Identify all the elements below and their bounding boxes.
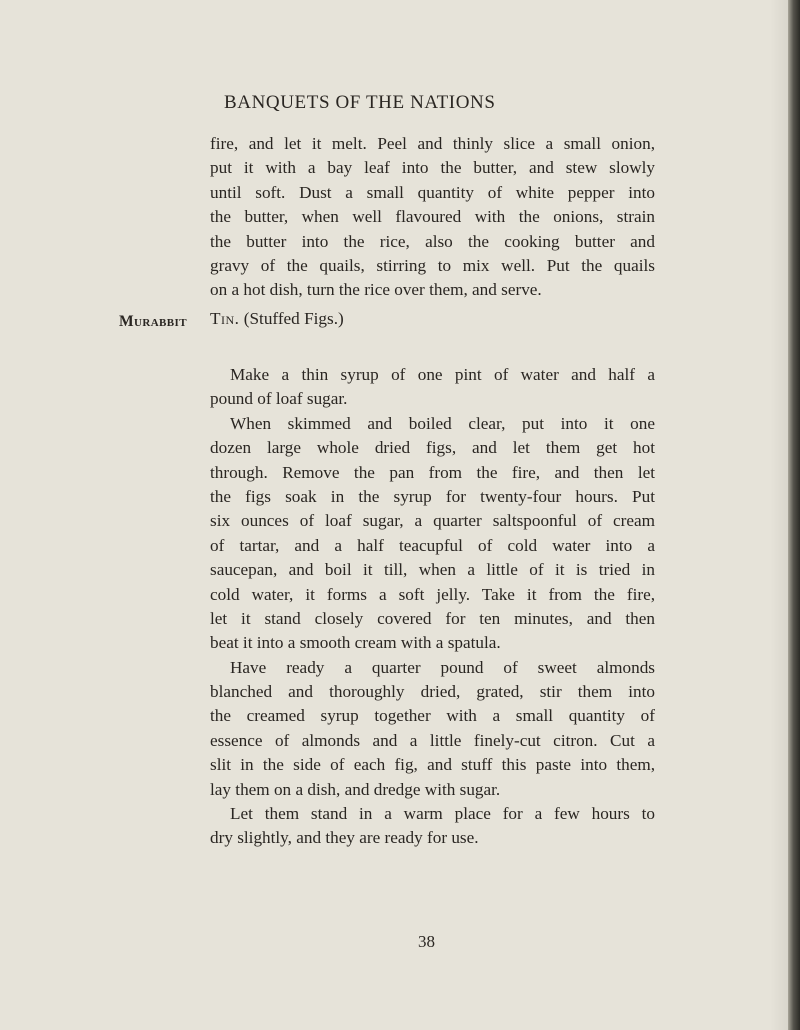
text-line: fire, and let it melt. Peel and thinly slice a small onion, (210, 134, 655, 153)
text-line: blanched and thoroughly dried, grated, stir them into (210, 682, 655, 702)
text-line: cold water, it forms a soft jelly. Take it from the fire, (210, 584, 655, 604)
recipe-subtitle: (Stuffed Figs.) (243, 309, 344, 328)
text-line: dry slightly, and they are ready for use. (210, 828, 479, 848)
text-line: the butter into the rice, also the cooking butter and (210, 231, 655, 251)
continued-paragraph (210, 132, 655, 303)
recipe-title-word: Tin. (210, 309, 240, 328)
text-line: the creamed syrup together with a small quantity of (210, 706, 655, 726)
text-line: Let them stand in a warm place for a few hours to (230, 804, 655, 824)
text-line: let it stand closely covered for ten minutes, and then (210, 608, 655, 628)
text-line: the figs soak in the syrup for twenty-four hours. Put (210, 486, 655, 506)
text-line: lay them on a dish, and dredge with sugar. (210, 779, 501, 799)
recipe-marginal-title: Murabbit (119, 313, 187, 330)
running-head: BANQUETS OF THE NATIONS (224, 92, 496, 113)
text-line: slit in the side of each fig, and stuff this paste into them, (210, 755, 655, 775)
text-line: on a hot dish, turn the rice over them, and serve. (210, 280, 542, 300)
book-edge (788, 0, 800, 1030)
text-line: saucepan, and boil it till, when a little of it is tried in (210, 560, 655, 580)
text-line: beat it into a smooth cream with a spatula. (210, 633, 501, 653)
text-line: through. Remove the pan from the fire, and then let (210, 462, 655, 482)
text-line: gravy of the quails, stirring to mix well. Put the quails (210, 255, 655, 275)
text-line: six ounces of loaf sugar, a quarter saltspoonful of cream (210, 511, 655, 531)
recipe-heading (210, 309, 344, 329)
page-number: 38 (418, 932, 435, 951)
text-line: Make a thin syrup of one pint of water and half a (230, 365, 655, 384)
text-line: pound of loaf sugar. (210, 389, 348, 409)
text-line: Have ready a quarter pound of sweet almonds (230, 657, 655, 677)
text-line: When skimmed and boiled clear, put into it one (230, 413, 655, 433)
text-line: dozen large whole dried figs, and let them get hot (210, 438, 655, 458)
text-line: until soft. Dust a small quantity of white pepper into (210, 182, 655, 202)
text-line: put it with a bay leaf into the butter, and stew slowly (210, 158, 655, 178)
text-line: of tartar, and a half teacupful of cold water into a (210, 535, 655, 555)
page-gutter-shadow (770, 0, 788, 1030)
recipe-body (210, 363, 655, 851)
text-line: essence of almonds and a little finely-cut citron. Cut a (210, 730, 655, 750)
text-line: the butter, when well flavoured with the onions, strain (210, 207, 655, 227)
